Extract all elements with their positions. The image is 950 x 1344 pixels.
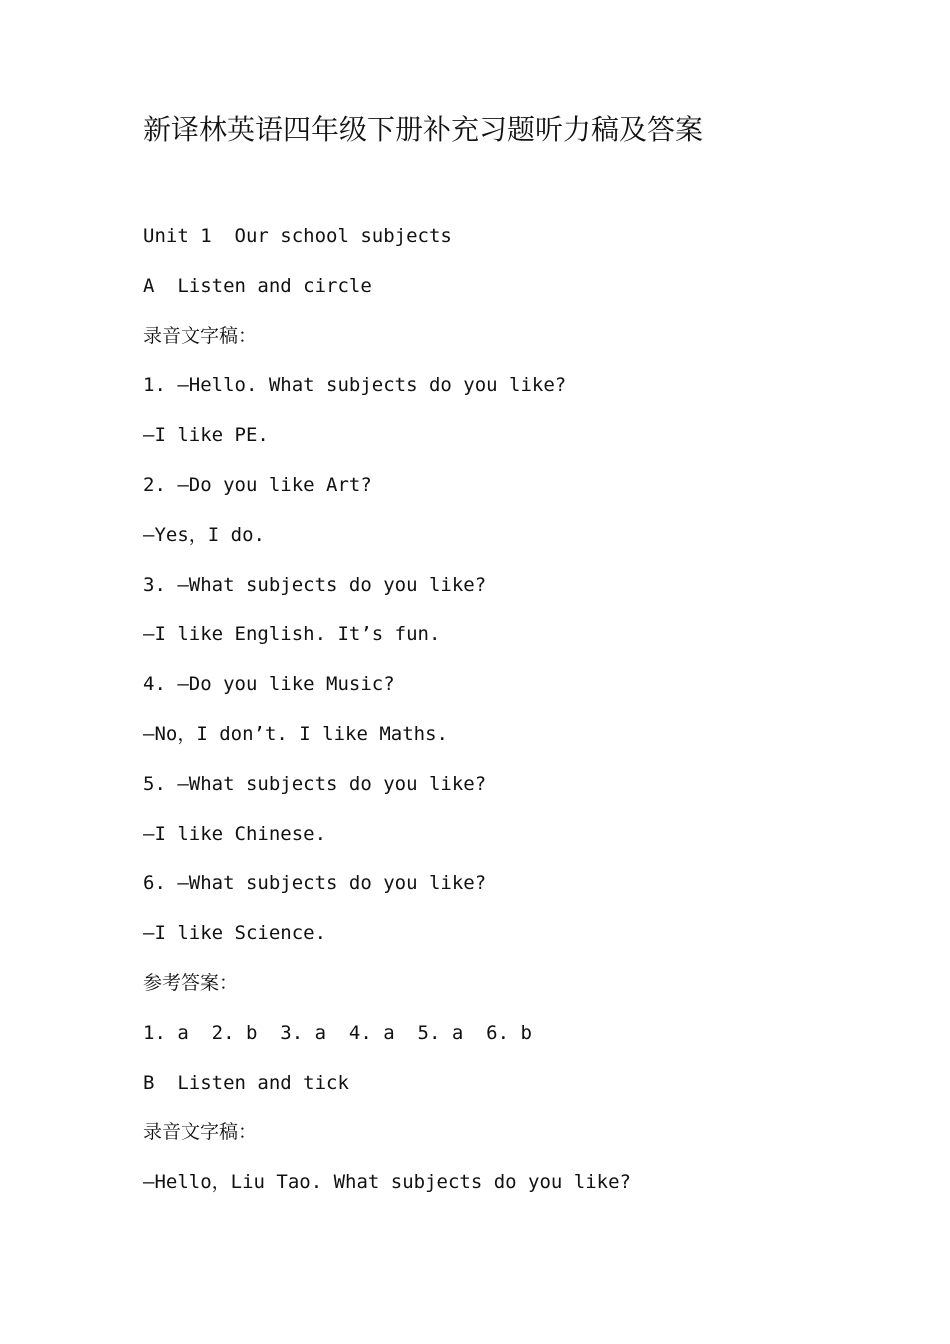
section-heading-a: A Listen and circle: [143, 274, 372, 297]
dialogue-line: 1. —Hello. What subjects do you like?: [143, 374, 567, 397]
dialogue-line: —Hello，Liu Tao. What subjects do you like?: [143, 1171, 631, 1194]
dialogue-line: 6. —What subjects do you like?: [143, 872, 487, 895]
answers-label: 参考答案：: [143, 971, 239, 994]
transcript-label: 录音文字稿：: [143, 324, 258, 347]
document-title: 新译林英语四年级下册补充习题听力稿及答案: [143, 113, 704, 146]
dialogue-line: 4. —Do you like Music?: [143, 673, 395, 696]
dialogue-line: 3. —What subjects do you like?: [143, 573, 487, 596]
dialogue-line: —No，I don’t. I like Maths.: [143, 722, 448, 745]
dialogue-line: —Yes，I do.: [143, 523, 265, 546]
unit-heading: Unit 1 Our school subjects: [143, 225, 452, 247]
section-heading-b: B Listen and tick: [143, 1071, 349, 1094]
dialogue-line: 5. —What subjects do you like?: [143, 772, 487, 795]
document-body: [143, 222, 923, 1218]
dialogue-line: —I like Chinese.: [143, 822, 327, 845]
answer-key: 1. a 2. b 3. a 4. a 5. a 6. b: [143, 1021, 532, 1044]
dialogue-line: —I like Science.: [143, 922, 327, 945]
transcript-label: 录音文字稿：: [143, 1121, 258, 1144]
dialogue-line: 2. —Do you like Art?: [143, 473, 372, 496]
dialogue-line: —I like PE.: [143, 424, 269, 447]
dialogue-line: —I like English. It’s fun.: [143, 623, 441, 646]
